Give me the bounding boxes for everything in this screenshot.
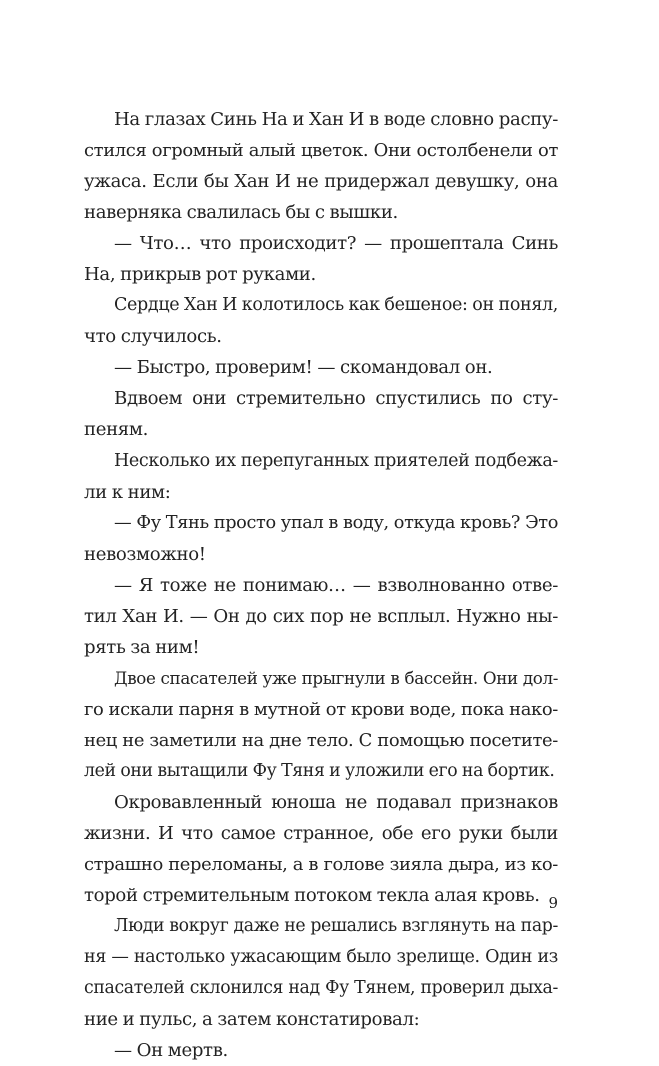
text-line: ли к ним:	[84, 481, 171, 503]
text-line: спасателей склонился над Фу Тянем, проверил дыха-	[84, 978, 558, 999]
text-line: страшно переломаны, а в голове зияла дыра, из ко-	[84, 854, 558, 876]
text-line: На, прикрыв рот руками.	[84, 264, 316, 286]
text-line: лей они вытащили Фу Тяня и уложили его на бортик.	[84, 760, 555, 781]
text-line: Люди вокруг даже не решались взглянуть на пар-	[114, 916, 558, 937]
page-text	[84, 104, 558, 1066]
text-line: стился огромный алый цветок. Они остолбенели от	[84, 140, 558, 162]
text-line: Несколько их перепуганных приятелей подбежа-	[114, 450, 558, 471]
text-line: Сердце Хан И колотилось как бешеное: он понял,	[114, 295, 558, 316]
text-line: нец не заметили на дне тело. С помощью посетите-	[84, 729, 558, 751]
text-line: пеням.	[84, 419, 148, 441]
text-line: Вдвоем они стремительно спустились по сту-	[114, 388, 558, 410]
text-line: невозможно!	[84, 543, 206, 565]
text-line: — Фу Тянь просто упал в воду, откуда кровь? Это	[114, 512, 558, 533]
text-line: торой стремительным потоком текла алая кровь.	[84, 885, 540, 907]
text-line: — Быстро, проверим! — скомандовал он.	[114, 357, 493, 379]
text-line: На глазах Синь На и Хан И в воде словно распу-	[114, 109, 558, 130]
text-line: го искали парня в мутной от крови воде, пока нако-	[84, 698, 558, 720]
text-line: рять за ним!	[84, 636, 200, 658]
text-line: жизни. И что самое странное, обе его руки были	[84, 823, 558, 845]
text-line: — Он мертв.	[114, 1040, 228, 1062]
text-line: Окровавленный юноша не подавал признаков	[114, 792, 558, 814]
text-line: ня — настолько ужасающим было зрелище. Один из	[84, 947, 558, 968]
page-number: 9	[548, 894, 558, 912]
text-line: Двое спасателей уже прыгнули в бассейн. Они дол-	[114, 667, 558, 688]
text-line: что случилось.	[84, 326, 222, 348]
text-line: тил Хан И. — Он до сих пор не всплыл. Нужно ны-	[84, 605, 558, 627]
text-line: наверняка свалилась бы с вышки.	[84, 202, 398, 224]
text-line: ние и пульс, а затем констатировал:	[84, 1009, 420, 1031]
text-line: — Я тоже не понимаю… — взволнованно отве-	[114, 574, 558, 596]
text-line: — Что… что происходит? — прошептала Синь	[114, 233, 558, 255]
text-line: ужаса. Если бы Хан И не придержал девушку, она	[84, 171, 558, 193]
